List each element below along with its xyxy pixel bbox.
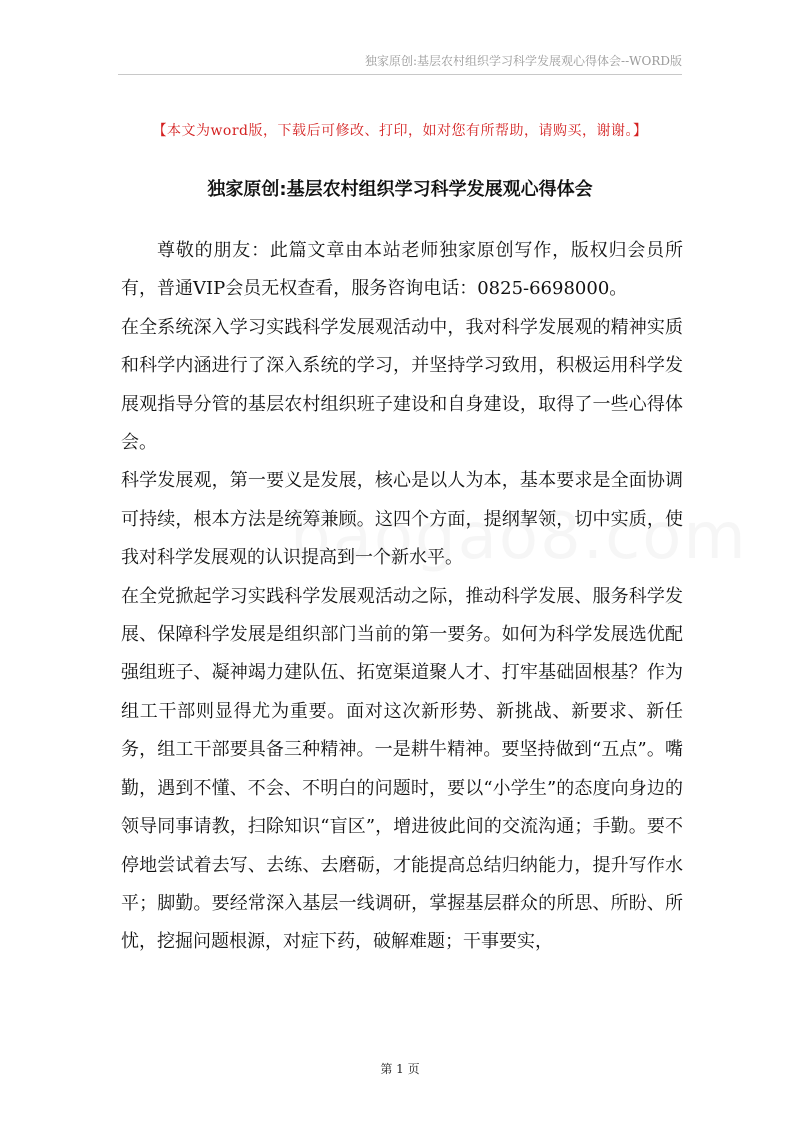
paragraph: 在全系统深入学习实践科学发展观活动中，我对科学发展观的精神实质和科学内涵进行了深入系统的学习，并坚持学习致用，积极运用科学发展观指导分管的基层农村组织班子建设和自身建设，取得了一些心得体会。 [121,316,683,454]
paragraph: 科学发展观，第一要义是发展，核心是以人为本，基本要求是全面协调可持续，根本方法是统筹兼顾。这四个方面，提纲挈领，切中实质，使我对科学发展观的认识提高到一个新水平。 [121,470,683,569]
page-number: 第 1 页 [380,1062,420,1076]
paragraph: 在全党掀起学习实践科学发展观活动之际，推动科学发展、服务科学发展、保障科学发展是组织部门当前的第一要务。如何为科学发展选优配强组班子、凝神竭力建队伍、拓宽渠道聚人才、打牢基础固根基？作为组工干部则显得尤为重要。面对这次新形势、新挑战、新要求、新任务，组工干部要具备三种精神。一是耕牛精神。要坚持做到“五点”。嘴勤，遇到不懂、不会、不明白的问题时，要以“小学生”的态度向身边的领导同事请教，扫除知识“盲区”，增进彼此间的交流沟通；手勤。要不停地尝试着去写、去练、去磨砺，才能提高总结归纳能力，提升写作水平；脚勤。要经常深入基层一线调研，掌握基层群众的所思、所盼、所忧，挖掘问题根源，对症下药，破解难题；干事要实， [121,585,683,953]
header-divider [118,74,682,75]
page-header: 独家原创:基层农村组织学习科学发展观心得体会--WORD版 [365,54,682,68]
document-title: 独家原创:基层农村组织学习科学发展观心得体会 [207,179,593,200]
purchase-notice: 【本文为word版，下载后可修改、打印，如对您有所帮助，请购买，谢谢。】 [152,123,648,139]
document-body [121,232,683,962]
paragraph-copyright-notice: 尊敬的朋友：此篇文章由本站老师独家原创写作，版权归会员所有，普通VIP会员无权查看，服务咨询电话：0825-6698000。 [121,240,683,300]
